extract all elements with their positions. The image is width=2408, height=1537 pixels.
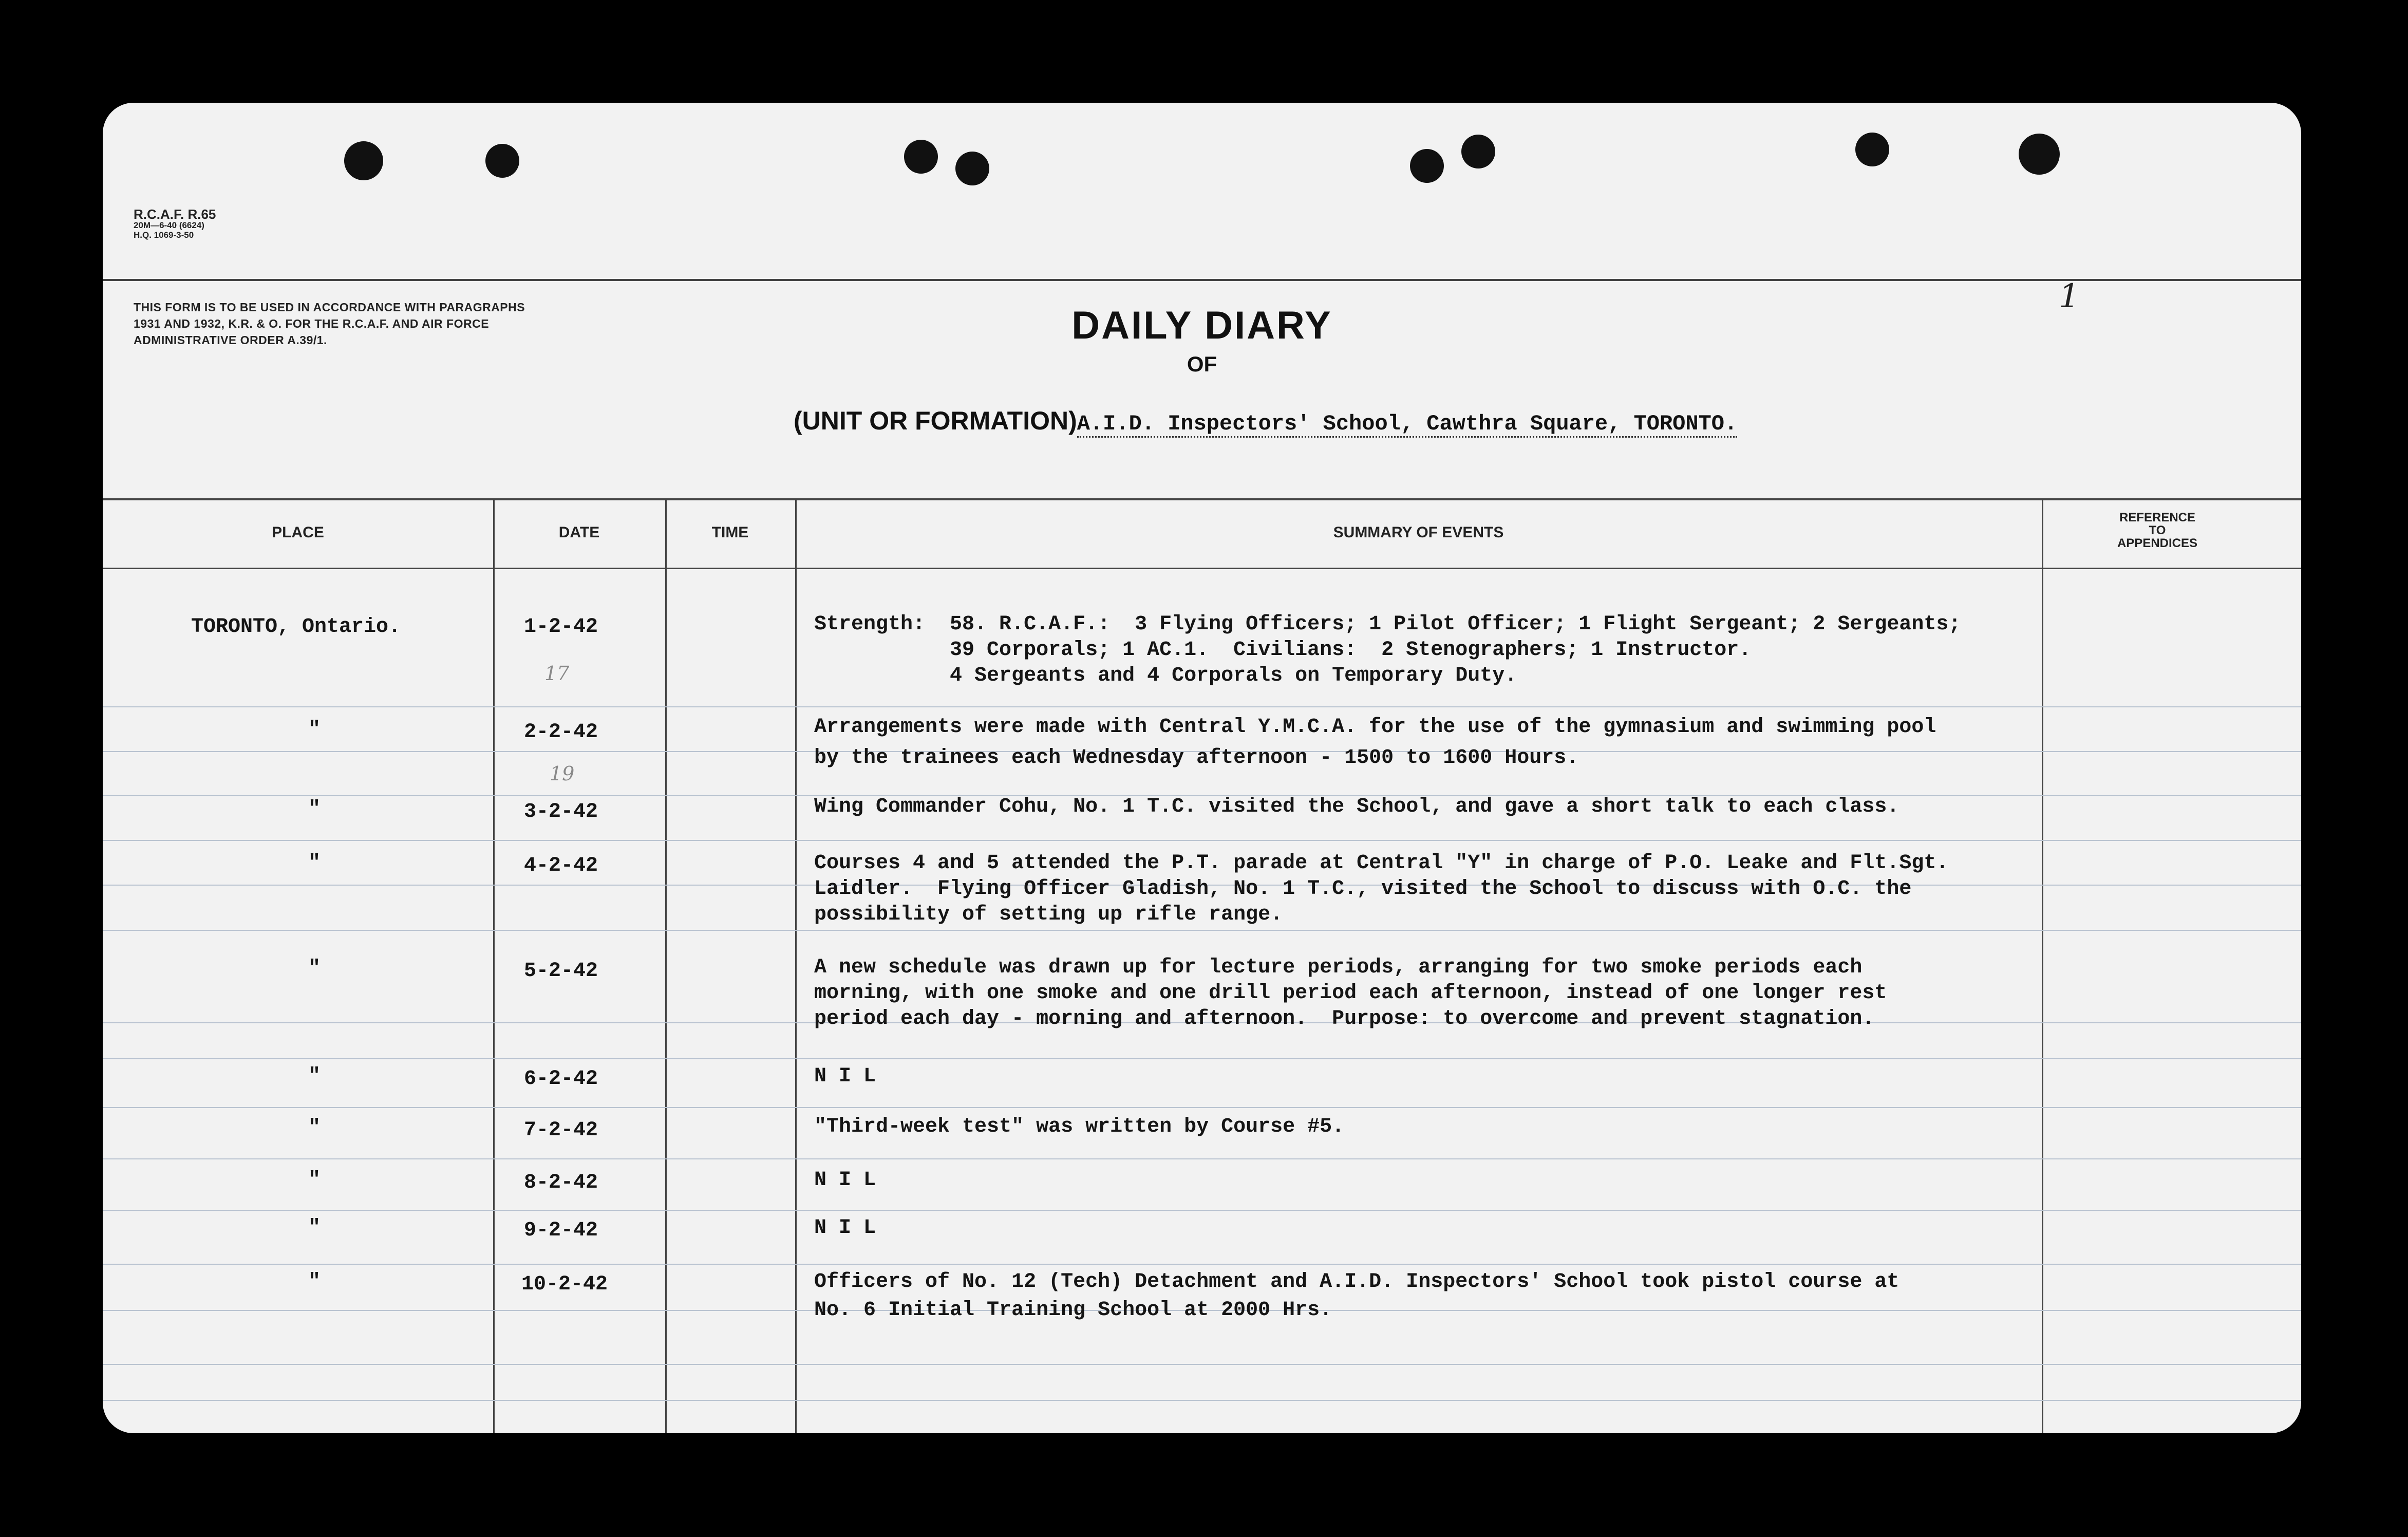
column-header-date: DATE [558,524,600,541]
entry-date: 4-2-42 [524,854,598,877]
entry-summary-line: Strength: 58. R.C.A.F.: 3 Flying Officers; 1 Pilot Officer; 1 Flight Sergeant; 2 Sergeants; [814,613,1961,636]
column-header-time: TIME [711,524,749,541]
ruled-line [103,1364,2301,1365]
ruled-line [103,1264,2301,1265]
punch-hole [2019,134,2060,175]
form-number [134,208,216,240]
entry-date: 3-2-42 [524,800,598,823]
entry-summary-line: Courses 4 and 5 attended the P.T. parade at Central "Y" in charge of P.O. Leake and Flt.Sgt. [814,852,1949,875]
ruled-line [103,1107,2301,1108]
header-rule [103,279,2301,281]
entry-place: " [308,718,321,741]
entry-date: 7-2-42 [524,1119,598,1142]
table-top-rule [103,498,2301,500]
page-number: 1 [2059,277,2080,315]
reference-header-line: TO [2149,523,2166,537]
entry-summary-line: Wing Commander Cohu, No. 1 T.C. visited the School, and gave a short talk to each class. [814,795,1899,818]
entry-place: " [308,1065,321,1088]
column-divider [2042,498,2043,1433]
entry-place: " [308,798,321,821]
table-header-rule [103,568,2301,569]
entry-date: 8-2-42 [524,1171,598,1194]
entry-summary-line: 4 Sergeants and 4 Corporals on Temporary Duty. [814,664,1517,687]
ruled-line [103,1210,2301,1211]
column-header-summary: SUMMARY OF EVENTS [1333,524,1504,541]
entry-date: 2-2-42 [524,721,598,744]
entry-summary-line: possibility of setting up rifle range. [814,903,1283,926]
column-divider [493,498,495,1433]
form-number-line: 20M—6-40 (6624) [134,220,204,230]
ruled-line [103,930,2301,931]
entry-summary-line: by the trainees each Wednesday afternoon - 1500 to 1600 Hours. [814,746,1579,770]
entry-place: " [308,957,321,980]
reference-header-line: APPENDICES [2117,536,2198,550]
column-divider [795,498,797,1433]
entry-place: " [308,1169,321,1192]
entry-summary-line: A new schedule was drawn up for lecture periods, arranging for two smoke periods each [814,956,1863,979]
form-title-of: OF [1187,352,1217,376]
entry-place: " [308,852,321,875]
unit-formation-row [794,406,1737,436]
margin-note: 19 [550,762,575,785]
entry-date: 5-2-42 [524,960,598,983]
punch-hole [485,144,519,178]
margin-note: 17 [544,662,570,685]
form-number-line: R.C.A.F. R.65 [134,207,216,222]
punch-hole [955,152,989,185]
punch-hole [1461,135,1495,168]
entry-place: " [308,1270,321,1294]
entry-summary-line: No. 6 Initial Training School at 2000 Hrs. [814,1299,1332,1322]
punch-hole [904,140,938,174]
entry-date: 6-2-42 [524,1067,598,1091]
entry-place: " [308,1216,321,1240]
unit-label: (UNIT OR FORMATION) [794,406,1077,435]
reference-header-line: REFERENCE [2119,511,2196,524]
ruled-line [103,706,2301,707]
form-title: DAILY DIARY [1071,304,1332,347]
entry-summary-line: 39 Corporals; 1 AC.1. Civilians: 2 Stenographers; 1 Instructor. [814,639,1752,662]
entry-summary-line: N I L [814,1216,876,1240]
form-instructions: THIS FORM IS TO BE USED IN ACCORDANCE WITH PARAGRAPHS 1931 AND 1932, K.R. & O. FOR THE R.C.A.F. AND AIR FORCE ADMINISTRATIVE ORDER A.39/1. [134,301,525,347]
punch-hole [1855,133,1889,166]
column-header-place: PLACE [272,524,324,541]
entry-summary-line: Arrangements were made with Central Y.M.C.A. for the use of the gymnasium and swimming pool [814,716,1936,739]
ruled-line [103,1158,2301,1159]
entry-summary-line: "Third-week test" was written by Course #5. [814,1115,1345,1138]
unit-value: A.I.D. Inspectors' School, Cawthra Square, TORONTO. [1077,411,1737,438]
entry-summary-line: Officers of No. 12 (Tech) Detachment and A.I.D. Inspectors' School took pistol course at [814,1270,1899,1294]
entry-summary-line: period each day - morning and afternoon. Purpose: to overcome and prevent stagnation. [814,1007,1875,1030]
diary-page [103,103,2301,1433]
punch-hole [344,141,383,180]
entry-summary-line: morning, with one smoke and one drill period each afternoon, instead of one longer rest [814,982,1887,1005]
punch-hole [1410,149,1444,183]
entry-summary-line: N I L [814,1065,876,1088]
ruled-line [103,1058,2301,1059]
entry-date: 9-2-42 [524,1219,598,1242]
entry-date: 10-2-42 [521,1273,608,1296]
column-divider [665,498,667,1433]
entry-date: 1-2-42 [524,615,598,639]
entry-place: TORONTO, Ontario. [191,615,401,639]
form-number-line: H.Q. 1069-3-50 [134,230,194,240]
entry-summary-line: N I L [814,1169,876,1192]
column-header-reference [2044,511,2270,550]
entry-summary-line: Laidler. Flying Officer Gladish, No. 1 T.C., visited the School to discuss with O.C. the [814,877,1912,901]
ruled-line [103,840,2301,841]
ruled-line [103,1400,2301,1401]
entry-place: " [308,1116,321,1139]
